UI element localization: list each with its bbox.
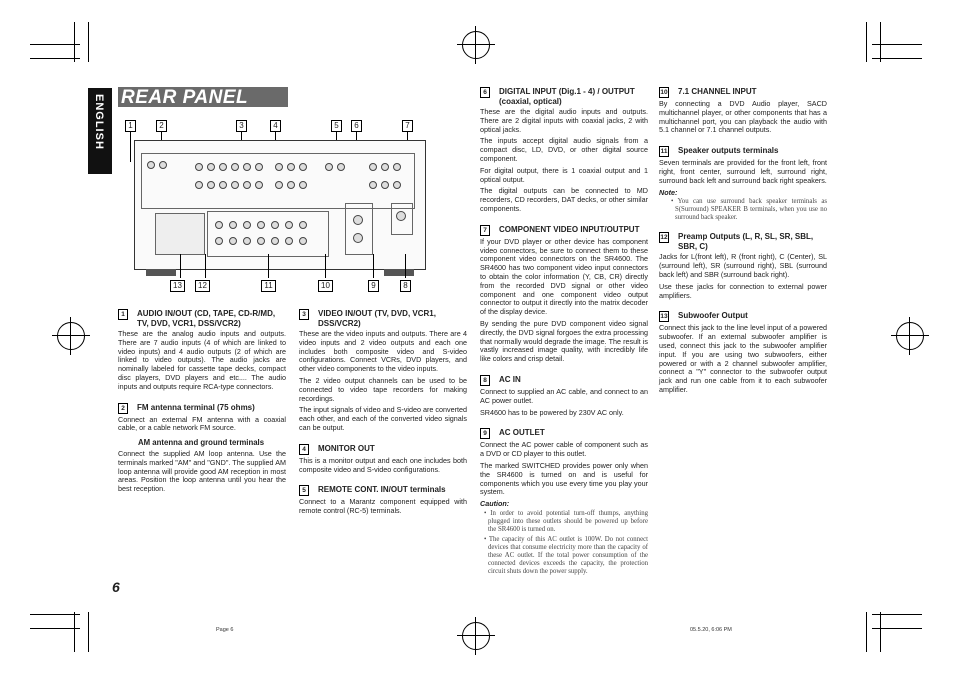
footer-page-label: Page 6 bbox=[216, 627, 234, 633]
leader-line bbox=[130, 132, 131, 162]
section-body: Connect an external FM antenna with a coaxial cable, or a cable network FM source. bbox=[118, 414, 286, 433]
device-foot bbox=[146, 269, 176, 276]
callout-3: 3 bbox=[236, 120, 247, 132]
rca-jack bbox=[299, 221, 307, 229]
leader-line bbox=[180, 254, 181, 278]
section-title: FM antenna terminal (75 ohms) bbox=[137, 402, 255, 412]
rca-jack bbox=[219, 181, 227, 189]
callout-1: 1 bbox=[125, 120, 136, 132]
callout-11: 11 bbox=[261, 280, 276, 292]
section-title: Speaker outputs terminals bbox=[678, 146, 779, 156]
leader-line bbox=[405, 254, 406, 278]
section-body: By connecting a DVD Audio player, SACD multichannel player, or other components that has a multichannel port, you can playback the audio with 5.1 channel or 7.1 channel outputs. bbox=[659, 99, 827, 135]
section-body: The 2 video output channels can be used to be connected to video tape recorders for making recordings. bbox=[299, 375, 467, 403]
section-title: DIGITAL INPUT (Dig.1 - 4) / OUTPUT (coaxial, optical) bbox=[499, 87, 635, 106]
section-number: 12 bbox=[660, 234, 668, 242]
registration-mark bbox=[57, 322, 85, 350]
section-body: The inputs accept digital audio signals from a compact disc, LD, DVD, or other digital source component. bbox=[480, 136, 648, 163]
section-body: The input signals of video and S-video are converted each other, and each of the converted video signals can be output. bbox=[299, 405, 467, 432]
crop-mark bbox=[74, 612, 75, 652]
section-heading bbox=[299, 309, 467, 328]
section-heading bbox=[659, 232, 827, 251]
rca-jack bbox=[325, 163, 333, 171]
rca-jack bbox=[255, 163, 263, 171]
rca-jack bbox=[255, 181, 263, 189]
rca-jack bbox=[285, 237, 293, 245]
rca-jack bbox=[393, 181, 401, 189]
rca-jack bbox=[215, 237, 223, 245]
rca-jack bbox=[231, 163, 239, 171]
section-body: Jacks for L(front left), R (front right), C (Center), SL (surround left), SR (surround right), SBL (surround back left) and SBR (surround back right). bbox=[659, 252, 827, 279]
section-body: Use these jacks for connection to external power amplifiers. bbox=[659, 281, 827, 300]
section-body: SR4600 has to be powered by 230V AC only. bbox=[480, 407, 624, 417]
rca-jack bbox=[271, 237, 279, 245]
section-number: 11 bbox=[660, 148, 668, 156]
section-heading bbox=[659, 146, 827, 157]
rca-jack bbox=[195, 181, 203, 189]
rca-jack bbox=[285, 221, 293, 229]
crop-mark bbox=[30, 628, 80, 629]
rca-jack bbox=[299, 237, 307, 245]
rca-jack bbox=[381, 181, 389, 189]
callout-8: 8 bbox=[400, 280, 411, 292]
callout-12: 12 bbox=[195, 280, 210, 292]
registration-mark bbox=[462, 622, 490, 650]
crop-mark bbox=[866, 22, 867, 62]
section-number: 2 bbox=[118, 403, 128, 414]
crop-mark bbox=[872, 628, 922, 629]
section-body: Seven terminals are provided for the front left, front right, front center, surround left, surround right, surround back left and surround back right speakers. bbox=[659, 158, 827, 185]
rca-jack bbox=[299, 181, 307, 189]
section-number: 7 bbox=[480, 225, 490, 236]
callout-5: 5 bbox=[331, 120, 342, 132]
rca-jack bbox=[229, 237, 237, 245]
device-foot bbox=[384, 269, 414, 276]
section-body: The digital outputs can be connected to MD recorders, CD recorders, DAT decks, or other similar components. bbox=[480, 186, 648, 213]
section-number: 1 bbox=[118, 309, 128, 320]
crop-mark bbox=[872, 44, 922, 45]
rca-jack bbox=[215, 221, 223, 229]
callout-4: 4 bbox=[270, 120, 281, 132]
crop-mark bbox=[30, 614, 80, 615]
section-number: 8 bbox=[480, 375, 490, 386]
rca-jack bbox=[369, 181, 377, 189]
callout-13: 13 bbox=[170, 280, 185, 292]
ac-inlet-socket bbox=[396, 211, 406, 221]
rca-jack bbox=[271, 221, 279, 229]
callout-10: 10 bbox=[318, 280, 333, 292]
rca-jack bbox=[257, 221, 265, 229]
speaker-terminals-block bbox=[155, 213, 205, 255]
section-number: 13 bbox=[660, 313, 668, 321]
rca-jack bbox=[275, 163, 283, 171]
rca-jack bbox=[337, 163, 345, 171]
section-title: AUDIO IN/OUT (CD, TAPE, CD-R/MD, TV, DVD, VCR1, DSS/VCR2) bbox=[137, 309, 276, 328]
section-heading bbox=[659, 87, 827, 98]
rca-jack bbox=[207, 181, 215, 189]
section-body: Connect the supplied AM loop antenna. Use the terminals marked "AM" and "GND". The supplied AM loop antenna will provide good AM reception in most areas. Position the loop antenna until you hear the best reception. bbox=[118, 448, 286, 494]
section-body: Connect the AC power cable of component such as a DVD or CD player to this outlet. bbox=[480, 440, 648, 459]
section-title: REMOTE CONT. IN/OUT terminals bbox=[318, 485, 446, 495]
rca-jack bbox=[257, 237, 265, 245]
section-body: These are the digital audio inputs and outputs. There are 2 digital inputs with coaxial jacks, 2 with optical jacks. bbox=[480, 107, 648, 134]
text-column-4 bbox=[659, 87, 827, 398]
section-body: The marked SWITCHED provides power only when the SR4600 is turned on and is useful for components which you use every time you play your system. bbox=[480, 460, 648, 497]
page-title-bar bbox=[118, 87, 288, 107]
text-column-2 bbox=[299, 309, 467, 519]
rca-jack bbox=[243, 163, 251, 171]
section-body: Connect to a Marantz component equipped with remote control (RC-5) terminals. bbox=[299, 497, 467, 516]
rca-jack bbox=[195, 163, 203, 171]
ac-outlet-socket bbox=[353, 215, 363, 225]
registration-mark bbox=[896, 322, 924, 350]
receiver-rear-panel bbox=[134, 140, 426, 270]
rca-jack bbox=[243, 221, 251, 229]
page-title: REAR PANEL bbox=[121, 87, 249, 108]
crop-mark bbox=[88, 612, 89, 652]
callout-6: 6 bbox=[351, 120, 362, 132]
rca-jack bbox=[275, 181, 283, 189]
section-number: 6 bbox=[480, 87, 490, 98]
rca-jack bbox=[159, 161, 167, 169]
section-title: Subwoofer Output bbox=[678, 311, 748, 321]
section-heading bbox=[480, 375, 648, 386]
rca-jack bbox=[287, 181, 295, 189]
section-number: 9 bbox=[480, 428, 490, 439]
rca-jack bbox=[287, 163, 295, 171]
section-number: 10 bbox=[660, 89, 668, 96]
section-body: This is a monitor output and each one includes both composite video and S-video configurations. bbox=[299, 455, 467, 474]
caution-item: • In order to avoid potential turn-off thumps, anything plugged into these outlets should be powered up before the SR4600 is turned on. bbox=[484, 509, 648, 533]
rca-jack bbox=[393, 163, 401, 171]
crop-mark bbox=[30, 58, 80, 59]
section-heading bbox=[659, 311, 827, 322]
section-number: 4 bbox=[299, 444, 309, 455]
section-title: Preamp Outputs (L, R, SL, SR, SBL, SBR, C) bbox=[678, 232, 814, 251]
ac-outlet-block bbox=[345, 203, 373, 255]
rca-jack bbox=[243, 181, 251, 189]
section-heading bbox=[480, 87, 648, 106]
note-label: Note: bbox=[659, 187, 678, 197]
page-number: 6 bbox=[112, 579, 120, 595]
section-body: By sending the pure DVD component video signal directly, the DVD signal forgoes the extra processing that normally would degrade the image. The result is vastly increased image quality, with incredibly life like colors and crisp detail. bbox=[480, 318, 648, 364]
subsection-title: AM antenna and ground terminals bbox=[138, 438, 265, 448]
rca-jack bbox=[207, 163, 215, 171]
crop-mark bbox=[880, 22, 881, 62]
text-column-1 bbox=[118, 309, 286, 497]
section-body: For digital output, there is 1 coaxial output and 1 optical output. bbox=[480, 165, 648, 184]
rca-jack bbox=[369, 163, 377, 171]
section-body: These are the analog audio inputs and outputs. There are 7 audio inputs (4 of which are linked to video inputs) and 4 audio outputs (2 of which are linked to video outputs). The audio jacks are nominally labeled for cassette tape decks, compact disc players, DVD players and etc.... The audio inputs and outputs require RCA-type connectors. bbox=[118, 329, 286, 391]
leader-line bbox=[268, 254, 269, 278]
callout-9: 9 bbox=[368, 280, 379, 292]
rca-jack bbox=[229, 221, 237, 229]
ac-outlet-socket bbox=[353, 233, 363, 243]
callout-2: 2 bbox=[156, 120, 167, 132]
rca-jack bbox=[299, 163, 307, 171]
seven-one-input-block bbox=[207, 211, 329, 257]
rca-jack bbox=[219, 163, 227, 171]
section-title: AC IN bbox=[499, 374, 521, 384]
leader-line bbox=[205, 254, 206, 278]
leader-line bbox=[373, 254, 374, 278]
section-title: AC OUTLET bbox=[499, 428, 545, 438]
leader-line bbox=[325, 254, 326, 278]
section-heading bbox=[480, 428, 648, 439]
caution-label: Caution: bbox=[480, 499, 510, 509]
section-body: Connect to supplied an AC cable, and connect to an AC power outlet. bbox=[480, 386, 648, 405]
rca-jack bbox=[243, 237, 251, 245]
crop-mark bbox=[872, 614, 922, 615]
section-title: 7.1 CHANNEL INPUT bbox=[678, 87, 757, 96]
section-title: MONITOR OUT bbox=[318, 443, 375, 453]
text-column-3 bbox=[480, 87, 648, 578]
registration-mark bbox=[462, 31, 490, 59]
section-title: COMPONENT VIDEO INPUT/OUTPUT bbox=[499, 224, 640, 234]
section-number: 5 bbox=[299, 485, 309, 496]
section-title: VIDEO IN/OUT (TV, DVD, VCR1, DSS/VCR2) bbox=[318, 309, 436, 328]
rca-jack bbox=[147, 161, 155, 169]
note-item: • You can use surround back speaker terminals as S(Surround) SPEAKER B terminals, when you use no surround back speaker. bbox=[671, 198, 827, 222]
section-body: If your DVD player or other device has component video connectors, be sure to connect them to these component video connectors on the SR4600. The SR4600 has two component video input connectors to obtain the color information (Y, CB, CR) directly from the recorded DVD signal or other video component and one component video output connector to output it directly into the matrix decoder of the display device. bbox=[480, 236, 648, 317]
crop-mark bbox=[30, 44, 80, 45]
section-heading bbox=[299, 485, 467, 496]
section-body: Connect this jack to the line level input of a powered subwoofer. If an external subwoofer amplifier is used, connect this jack to the subwoofer amplifier input. If you are using two subwoofers, either powered or with a 2 channel subwoofer amplifier, connect a "Y" connector to the subwoofer output jack and run one cable from it to each subwoofer amplifier. bbox=[659, 323, 827, 394]
language-tab-label: ENGLISH bbox=[93, 94, 105, 150]
section-number: 3 bbox=[299, 309, 309, 320]
footer-timestamp: 05.5.20, 6:06 PM bbox=[690, 627, 732, 633]
section-heading bbox=[299, 444, 467, 455]
caution-item: • The capacity of this AC outlet is 100W. Do not connect devices that consume electricity more than the capacity of these AC outlet. If the total power consumption of the connected devices exceeds the capacity, the protection circuit shuts down the power supply. bbox=[484, 535, 648, 575]
section-heading bbox=[118, 403, 286, 414]
section-heading bbox=[480, 225, 648, 236]
crop-mark bbox=[880, 612, 881, 652]
rca-jack bbox=[231, 181, 239, 189]
crop-mark bbox=[866, 612, 867, 652]
crop-mark bbox=[74, 22, 75, 62]
language-tab bbox=[88, 88, 112, 174]
section-body: These are the video inputs and outputs. There are 4 video inputs and 2 video outputs and each one includes both composite video and S-video configurations. Connect VCRs, DVD players, and other video components to the video inputs. bbox=[299, 329, 467, 374]
callout-7: 7 bbox=[402, 120, 413, 132]
section-heading bbox=[118, 309, 286, 328]
rca-jack bbox=[381, 163, 389, 171]
crop-mark bbox=[872, 58, 922, 59]
crop-mark bbox=[88, 22, 89, 62]
